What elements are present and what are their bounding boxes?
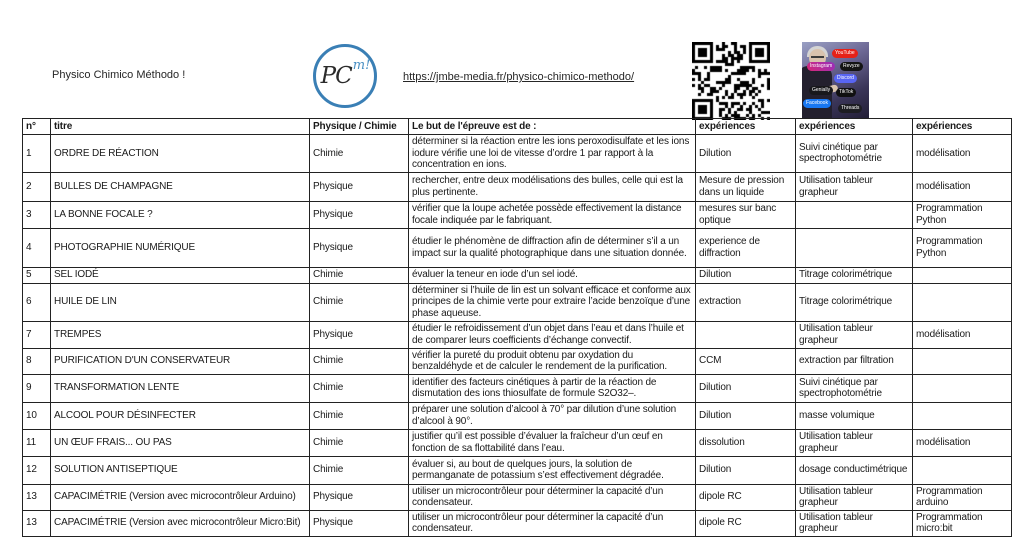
cell-exp1: dissolution bbox=[696, 429, 796, 456]
cell-but: étudier le phénomène de diffraction afin de déterminer s’il a un impact sur la qualité photographique dans une situation donnée. bbox=[409, 228, 696, 267]
cell-exp3 bbox=[913, 283, 1012, 321]
cell-exp3 bbox=[913, 267, 1012, 283]
table-row bbox=[23, 374, 1012, 402]
cell-numero: 9 bbox=[23, 374, 51, 402]
cell-exp2: Utilisation tableur grapheur bbox=[796, 484, 913, 510]
cell-exp2: Utilisation tableur grapheur bbox=[796, 321, 913, 348]
cell-but: utiliser un microcontrôleur pour déterminer la capacité d’un condensateur. bbox=[409, 510, 696, 536]
cell-exp3: Programmation Python bbox=[913, 228, 1012, 267]
cell-matiere: Chimie bbox=[310, 402, 409, 429]
tiktok-badge: TikTok bbox=[836, 88, 856, 97]
cell-exp2: masse volumique bbox=[796, 402, 913, 429]
cell-matiere: Chimie bbox=[310, 348, 409, 374]
table-row bbox=[23, 429, 1012, 456]
cell-exp2: Suivi cinétique par spectrophotométrie bbox=[796, 135, 913, 173]
experiments-table bbox=[22, 118, 1012, 537]
table-row bbox=[23, 484, 1012, 510]
cell-titre: SOLUTION ANTISEPTIQUE bbox=[51, 456, 310, 484]
cell-titre: ALCOOL POUR DÉSINFECTER bbox=[51, 402, 310, 429]
cell-exp3 bbox=[913, 348, 1012, 374]
cell-exp1: Dilution bbox=[696, 267, 796, 283]
cell-exp2: Titrage colorimétrique bbox=[796, 283, 913, 321]
cell-but: déterminer si l’huile de lin est un solvant efficace et conforme aux principes de la chimie verte pour extraire l’acide benzoïque d’une phase aqueuse. bbox=[409, 283, 696, 321]
col-header-experiences-2: expériences bbox=[796, 119, 913, 135]
cell-exp3: modélisation bbox=[913, 321, 1012, 348]
cell-but: justifier qu’il est possible d’évaluer la fraîcheur d’un œuf en fonction de sa flottabilité dans l’eau. bbox=[409, 429, 696, 456]
cell-but: étudier le refroidissement d’un objet dans l’eau et dans l’huile et de comparer leurs coefficients d’échange convectif. bbox=[409, 321, 696, 348]
cell-matiere: Chimie bbox=[310, 429, 409, 456]
table-row bbox=[23, 321, 1012, 348]
cell-titre: ORDRE DE RÉACTION bbox=[51, 135, 310, 173]
cell-exp1: CCM bbox=[696, 348, 796, 374]
cell-numero: 10 bbox=[23, 402, 51, 429]
table-row bbox=[23, 228, 1012, 267]
cell-numero: 13 bbox=[23, 484, 51, 510]
cell-matiere: Chimie bbox=[310, 456, 409, 484]
cell-exp2: Utilisation tableur grapheur bbox=[796, 172, 913, 201]
cell-matiere: Physique bbox=[310, 201, 409, 228]
cell-titre: TRANSFORMATION LENTE bbox=[51, 374, 310, 402]
cell-but: identifier des facteurs cinétiques à partir de la réaction de dismutation des ions thiosulfate de formule S2O32–. bbox=[409, 374, 696, 402]
cell-titre: SEL IODÉ bbox=[51, 267, 310, 283]
logo-text: PC bbox=[320, 63, 352, 89]
col-header-but: Le but de l'épreuve est de : bbox=[409, 119, 696, 135]
cell-numero: 6 bbox=[23, 283, 51, 321]
cell-exp1: extraction bbox=[696, 283, 796, 321]
cell-exp3 bbox=[913, 374, 1012, 402]
col-header-titre: titre bbox=[51, 119, 310, 135]
threads-badge: Threads bbox=[838, 104, 862, 113]
cell-exp1: experience de diffraction bbox=[696, 228, 796, 267]
cell-exp3: modélisation bbox=[913, 172, 1012, 201]
col-header-matiere: Physique / Chimie bbox=[310, 119, 409, 135]
discord-badge: Discord bbox=[834, 74, 857, 83]
cell-but: préparer une solution d’alcool à 70° par dilution d’une solution d’alcool à 90°. bbox=[409, 402, 696, 429]
cell-titre: PHOTOGRAPHIE NUMÉRIQUE bbox=[51, 228, 310, 267]
cell-exp1: Dilution bbox=[696, 135, 796, 173]
table-row bbox=[23, 402, 1012, 429]
website-link[interactable]: https://jmbe-media.fr/physico-chimico-methodo/ bbox=[403, 71, 635, 83]
table-row bbox=[23, 348, 1012, 374]
cell-but: évaluer la teneur en iode d’un sel iodé. bbox=[409, 267, 696, 283]
cell-exp2: extraction par filtration bbox=[796, 348, 913, 374]
cell-numero: 11 bbox=[23, 429, 51, 456]
cell-numero: 7 bbox=[23, 321, 51, 348]
cell-exp3: modélisation bbox=[913, 135, 1012, 173]
social-media-photo-card bbox=[802, 42, 869, 118]
cell-but: évaluer si, au bout de quelques jours, la solution de permanganate de potassium s’est effectivement dégradée. bbox=[409, 456, 696, 484]
cell-numero: 1 bbox=[23, 135, 51, 173]
cell-matiere: Chimie bbox=[310, 283, 409, 321]
cell-exp2 bbox=[796, 201, 913, 228]
cell-exp3: modélisation bbox=[913, 429, 1012, 456]
cell-matiere: Chimie bbox=[310, 374, 409, 402]
facebook-badge: Facebook bbox=[803, 99, 831, 108]
revyze-badge: Revyze bbox=[840, 62, 863, 71]
cell-titre: TREMPES bbox=[51, 321, 310, 348]
cell-exp2: Utilisation tableur grapheur bbox=[796, 510, 913, 536]
cell-numero: 3 bbox=[23, 201, 51, 228]
col-header-experiences-3: expériences bbox=[913, 119, 1012, 135]
table-row bbox=[23, 201, 1012, 228]
table-row bbox=[23, 283, 1012, 321]
youtube-badge: YouTube bbox=[832, 49, 858, 58]
logo-sup: m! bbox=[352, 57, 371, 73]
cell-titre: UN ŒUF FRAIS... OU PAS bbox=[51, 429, 310, 456]
table-row bbox=[23, 456, 1012, 484]
cell-titre: BULLES DE CHAMPAGNE bbox=[51, 172, 310, 201]
cell-but: déterminer si la réaction entre les ions peroxodisulfate et les ions iodure vérifie une loi de vitesse d’ordre 1 par rapport à la concentration en ions. bbox=[409, 135, 696, 173]
cell-exp2 bbox=[796, 228, 913, 267]
page-title: Physico Chimico Méthodo ! bbox=[52, 69, 186, 81]
table-row bbox=[23, 510, 1012, 536]
cell-titre: PURIFICATION D'UN CONSERVATEUR bbox=[51, 348, 310, 374]
cell-matiere: Physique bbox=[310, 510, 409, 536]
cell-titre: HUILE DE LIN bbox=[51, 283, 310, 321]
table-header-row bbox=[23, 119, 1012, 135]
cell-titre: CAPACIMÉTRIE (Version avec microcontrôleur Arduino) bbox=[51, 484, 310, 510]
cell-exp3: Programmation arduino bbox=[913, 484, 1012, 510]
qr-code-image bbox=[692, 42, 770, 120]
cell-exp2: Utilisation tableur grapheur bbox=[796, 429, 913, 456]
cell-titre: CAPACIMÉTRIE (Version avec microcontrôleur Micro:Bit) bbox=[51, 510, 310, 536]
cell-exp1: dipole RC bbox=[696, 510, 796, 536]
cell-numero: 8 bbox=[23, 348, 51, 374]
cell-exp1 bbox=[696, 321, 796, 348]
cell-but: vérifier la pureté du produit obtenu par oxydation du benzaldéhyde et de calculer le rendement de la purification. bbox=[409, 348, 696, 374]
cell-exp1: Mesure de pression dans un liquide bbox=[696, 172, 796, 201]
cell-exp2: Titrage colorimétrique bbox=[796, 267, 913, 283]
instagram-badge: Instagram bbox=[807, 62, 835, 71]
cell-matiere: Physique bbox=[310, 484, 409, 510]
cell-exp1: Dilution bbox=[696, 374, 796, 402]
cell-matiere: Chimie bbox=[310, 135, 409, 173]
cell-titre: LA BONNE FOCALE ? bbox=[51, 201, 310, 228]
cell-matiere: Physique bbox=[310, 172, 409, 201]
col-header-experiences-1: expériences bbox=[696, 119, 796, 135]
cell-exp2: dosage conductimétrique bbox=[796, 456, 913, 484]
genially-badge: Genially bbox=[809, 86, 833, 95]
cell-but: utiliser un microcontrôleur pour déterminer la capacité d’un condensateur. bbox=[409, 484, 696, 510]
cell-exp3 bbox=[913, 456, 1012, 484]
cell-but: rechercher, entre deux modélisations des bulles, celle qui est la plus pertinente. bbox=[409, 172, 696, 201]
cell-numero: 13 bbox=[23, 510, 51, 536]
cell-numero: 12 bbox=[23, 456, 51, 484]
cell-exp3: Programmation Python bbox=[913, 201, 1012, 228]
person-glasses bbox=[811, 56, 824, 61]
table-row bbox=[23, 135, 1012, 173]
table-row bbox=[23, 267, 1012, 283]
col-header-numero: n° bbox=[23, 119, 51, 135]
cell-numero: 4 bbox=[23, 228, 51, 267]
cell-but: vérifier que la loupe achetée possède effectivement la distance focale indiquée par le fabriquant. bbox=[409, 201, 696, 228]
cell-exp3: Programmation micro:bit bbox=[913, 510, 1012, 536]
cell-exp2: Suivi cinétique par spectrophotométrie bbox=[796, 374, 913, 402]
cell-exp1: Dilution bbox=[696, 402, 796, 429]
cell-matiere: Physique bbox=[310, 228, 409, 267]
cell-exp1: dipole RC bbox=[696, 484, 796, 510]
cell-numero: 5 bbox=[23, 267, 51, 283]
cell-matiere: Physique bbox=[310, 321, 409, 348]
pcm-logo bbox=[313, 44, 377, 108]
cell-exp1: mesures sur banc optique bbox=[696, 201, 796, 228]
cell-exp3 bbox=[913, 402, 1012, 429]
table-row bbox=[23, 172, 1012, 201]
cell-numero: 2 bbox=[23, 172, 51, 201]
cell-exp1: Dilution bbox=[696, 456, 796, 484]
cell-matiere: Chimie bbox=[310, 267, 409, 283]
